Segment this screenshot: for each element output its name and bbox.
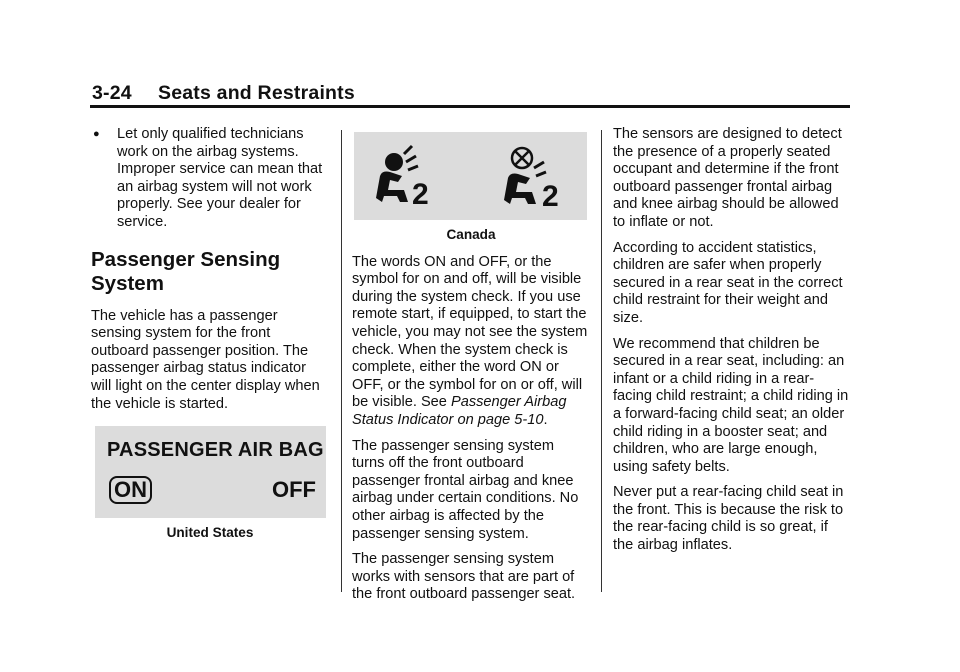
svg-text:2: 2 (542, 180, 559, 213)
airbag-off-symbol-icon (504, 148, 559, 213)
paragraph: We recommend that children be secured in a rear seat, including: an infant or a child riding in a rear-facing child restraint; a child riding in a forward-facing child seat; an older child riding in a booster seat; and children, who are large enough, using safety belts. (613, 335, 849, 475)
paragraph: According to accident statistics, children are safer when properly secured in a rear seat in the correct child restraint for their weight and size. (613, 239, 843, 326)
bullet-text: Let only qualified technicians work on the airbag systems. Improper service can mean that an airbag system will not work properly. See your dealer for service. (117, 126, 323, 230)
paragraph-text: . (543, 411, 548, 428)
column-2 (352, 126, 590, 612)
airbag-on-symbol-icon (376, 146, 429, 211)
column-1 (91, 126, 329, 552)
column-divider (601, 130, 602, 592)
page-header (92, 82, 852, 105)
indicator-off-label: OFF (272, 477, 316, 503)
paragraph: Never put a rear-facing child seat in the front. This is because the risk to the rear-facing child is so great, if the airbag inflates. (613, 484, 844, 554)
page-number: 3-24 (92, 82, 132, 104)
us-caption: United States (166, 525, 254, 541)
canada-airbag-indicator-image (354, 132, 587, 220)
bullet-item (91, 126, 329, 232)
intro-paragraph: The vehicle has a passenger sensing system for the front outboard passenger position. The passenger airbag status indicator will light on the center display when the vehicle is started. (91, 307, 320, 412)
us-airbag-indicator-image (95, 426, 326, 518)
indicator-on-label: ON (109, 476, 152, 504)
canada-caption: Canada (446, 227, 496, 242)
paragraph-text: The words ON and OFF, or the symbol for on and off, will be visible during the system check. If you use remote start, if equipped, to start the vehicle, you may not see the system check. When the system check is complete, either the word ON or OFF, or the symbol for on or off, will be visible. See (352, 253, 588, 411)
indicator-title: PASSENGER AIR BAG (107, 439, 324, 462)
column-3 (613, 126, 851, 563)
paragraph: The passenger sensing system turns off the front outboard passenger frontal airbag and knee airbag under certain conditions. No other airbag is affected by the passenger sensing system. (352, 437, 579, 542)
svg-text:2: 2 (412, 178, 429, 211)
bullet-icon: ● (93, 128, 100, 140)
column-divider (341, 130, 342, 592)
section-title: Passenger Sensing System (91, 247, 281, 295)
paragraph (352, 254, 590, 430)
paragraph: The sensors are designed to detect the presence of a properly seated occupant and determine if the front outboard passenger frontal airbag and knee airbag should be allowed to inflate or not. (613, 126, 842, 230)
chapter-title: Seats and Restraints (158, 82, 355, 104)
cross-reference-link[interactable]: Passenger Airbag Status Indicator on page 5-10 (352, 394, 567, 428)
header-rule (90, 105, 850, 108)
paragraph: The passenger sensing system works with sensors that are part of the front outboard passenger seat. (352, 551, 576, 603)
